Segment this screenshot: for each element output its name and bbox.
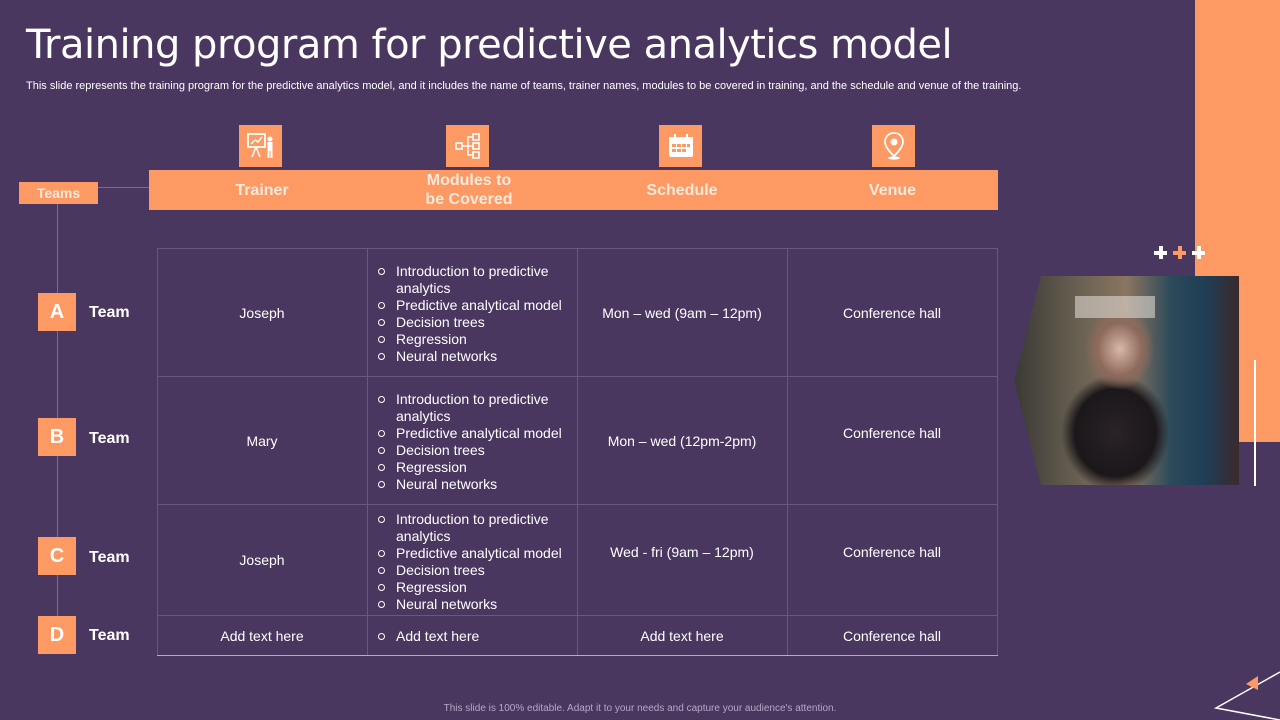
team-label: Team	[89, 549, 130, 566]
modules-list	[378, 511, 573, 613]
presentation-icon	[239, 125, 282, 167]
list-item: Decision trees	[378, 442, 573, 459]
hierarchy-icon	[446, 125, 489, 167]
table-border	[367, 248, 368, 655]
list-item: Neural networks	[378, 348, 573, 365]
list-item: Add text here	[378, 628, 573, 645]
trainer-cell: Mary	[246, 432, 278, 449]
modules-list	[378, 628, 573, 645]
footer-note: This slide is 100% editable. Adapt it to your needs and capture your audience's attention.	[443, 703, 837, 714]
location-pin-icon	[872, 125, 915, 167]
teams-label: Teams	[19, 182, 98, 204]
venue-cell: Conference hall	[842, 304, 942, 321]
modules-list	[378, 263, 573, 365]
team-label: Team	[89, 304, 130, 321]
list-item: Neural networks	[378, 476, 573, 493]
list-item: Predictive analytical model	[378, 297, 573, 314]
list-item: Decision trees	[378, 314, 573, 331]
connector-line	[98, 187, 149, 188]
team-label: Team	[89, 627, 130, 644]
list-item: Regression	[378, 331, 573, 348]
photo-detail	[1075, 296, 1155, 318]
list-item: Predictive analytical model	[378, 545, 573, 562]
list-item: Decision trees	[378, 562, 573, 579]
trainer-cell: Add text here	[220, 627, 304, 644]
list-item: Predictive analytical model	[378, 425, 573, 442]
trainer-cell: Joseph	[239, 304, 285, 321]
team-letter-badge: A	[38, 293, 76, 331]
team-letter-badge: C	[38, 537, 76, 575]
schedule-cell: Mon – wed (9am – 12pm)	[602, 304, 762, 321]
plus-icon	[1154, 246, 1167, 259]
decorative-line	[1254, 360, 1256, 486]
slide-title: Training program for predictive analytics model	[26, 22, 953, 68]
list-item: Introduction to predictive analytics	[378, 263, 573, 297]
team-letter-badge: D	[38, 616, 76, 654]
plus-icon	[1192, 246, 1205, 259]
list-item: Regression	[378, 459, 573, 476]
trainer-cell: Joseph	[239, 552, 285, 568]
plus-icon	[1173, 246, 1186, 259]
header-venue: Venue	[868, 181, 917, 199]
team-letter-badge: B	[38, 418, 76, 456]
list-item: Neural networks	[378, 596, 573, 613]
list-item: Introduction to predictive analytics	[378, 391, 573, 425]
team-label: Team	[89, 430, 130, 447]
schedule-cell: Mon – wed (12pm-2pm)	[607, 432, 757, 449]
header-modules: Modules to be Covered	[425, 172, 513, 208]
venue-cell: Conference hall	[842, 425, 942, 441]
venue-cell: Conference hall	[842, 544, 942, 560]
venue-cell: Conference hall	[842, 627, 942, 644]
header-trainer: Trainer	[235, 181, 289, 199]
list-item: Introduction to predictive analytics	[378, 511, 573, 545]
header-schedule: Schedule	[646, 181, 718, 199]
calendar-icon	[659, 125, 702, 167]
schedule-cell: Add text here	[640, 627, 724, 644]
table-border	[997, 248, 998, 655]
slide-subtitle: This slide represents the training program for the predictive analytics model, and it includes the name of teams, trainer names, modules to be covered in training, and the schedule and venue of the training.	[26, 80, 1022, 92]
table-bottom-border	[157, 655, 998, 656]
schedule-cell: Wed - fri (9am – 12pm)	[610, 544, 754, 560]
modules-list	[378, 391, 573, 493]
list-item: Regression	[378, 579, 573, 596]
